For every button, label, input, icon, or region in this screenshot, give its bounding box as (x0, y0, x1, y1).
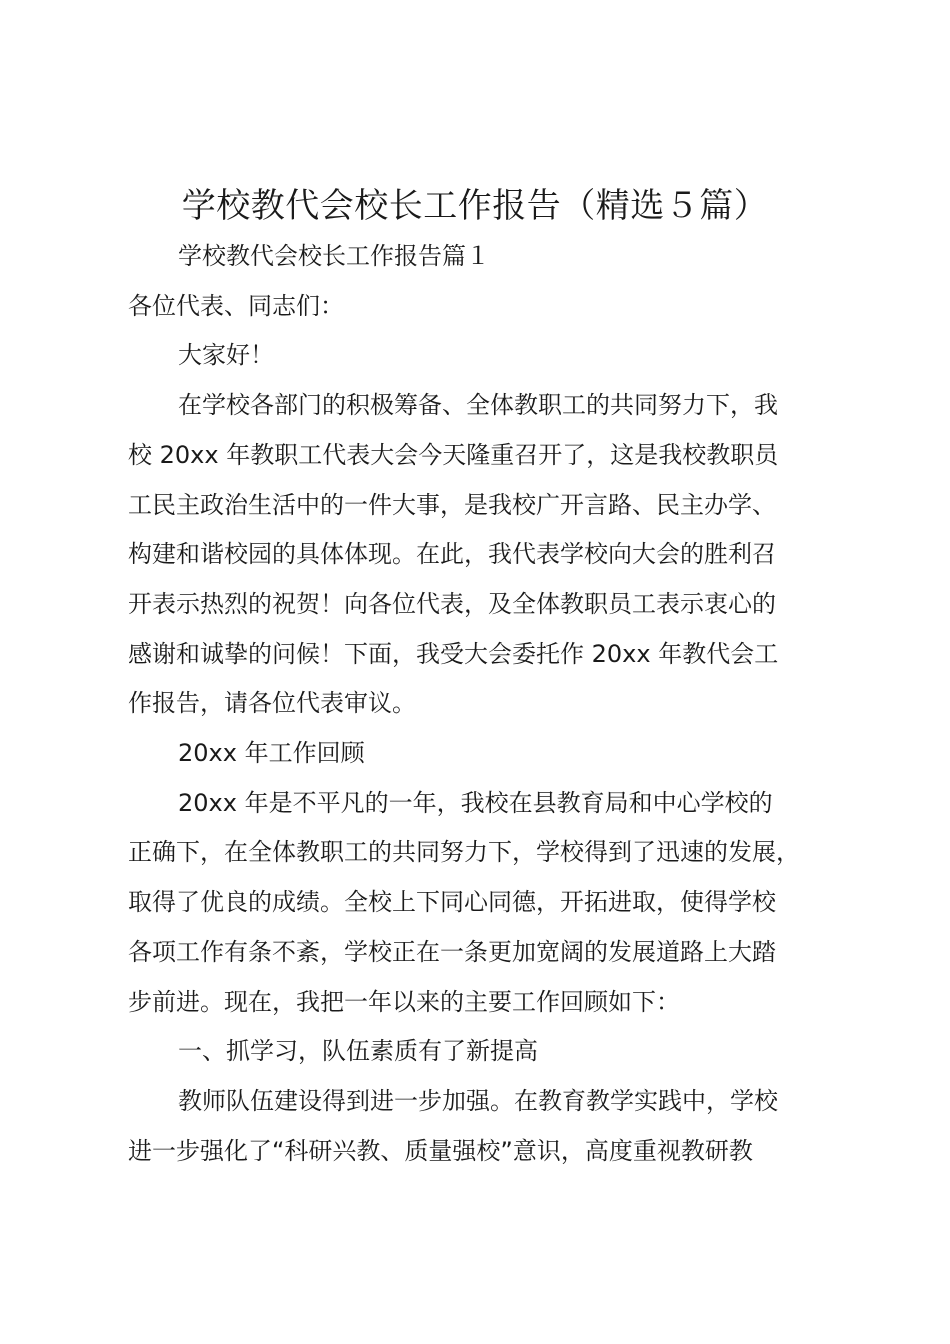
paragraph-line: 作报告，请各位代表审议。 (128, 689, 416, 718)
paragraph-line: 取得了优良的成绩。全校上下同心同德，开拓进取，使得学校 (128, 888, 776, 917)
paragraph-review (128, 779, 838, 1028)
paragraph-line: 20xx 年是不平凡的一年，我校在县教育局和中心学校的 (178, 788, 773, 817)
paragraph-line: 开表示热烈的祝贺！向各位代表，及全体教职员工表示衷心的 (128, 589, 776, 618)
greeting (128, 331, 838, 381)
document-body (128, 232, 838, 1176)
salutation-text: 各位代表、同志们： (128, 291, 344, 320)
paragraph-line: 工民主政治生活中的一件大事，是我校广开言路、民主办学、 (128, 490, 776, 519)
paragraph-teachers (128, 1077, 838, 1176)
paragraph-line: 各项工作有条不紊，学校正在一条更加宽阔的发展道路上大踏 (128, 937, 776, 966)
paragraph-opening (128, 381, 838, 729)
section-heading (128, 232, 838, 282)
paragraph-line: 步前进。现在，我把一年以来的主要工作回顾如下： (128, 987, 680, 1016)
paragraph-line: 感谢和诚挚的问候！下面，我受大会委托作 20xx 年教代会工 (128, 639, 779, 668)
subheading-study-text: 一、抓学习，队伍素质有了新提高 (178, 1037, 538, 1066)
paragraph-line: 构建和谐校园的具体体现。在此，我代表学校向大会的胜利召 (128, 540, 776, 569)
document-title: 学校教代会校长工作报告（精选５篇） (181, 186, 769, 226)
review-heading (128, 729, 838, 779)
greeting-text: 大家好！ (178, 341, 274, 370)
salutation (128, 282, 838, 332)
paragraph-line: 在学校各部门的积极筹备、全体教职工的共同努力下，我 (178, 391, 778, 420)
section-heading-text: 学校教代会校长工作报告篇１ (178, 242, 490, 270)
subheading-study (128, 1027, 838, 1077)
paragraph-line: 正确下，在全体教职工的共同努力下，学校得到了迅速的发展， (128, 838, 800, 867)
paragraph-line: 教师队伍建设得到进一步加强。在教育教学实践中，学校 (178, 1086, 778, 1115)
review-heading-text: 20xx 年工作回顾 (178, 739, 365, 768)
paragraph-line: 进一步强化了“科研兴教、质量强校”意识，高度重视教研教 (128, 1136, 753, 1165)
paragraph-line: 校 20xx 年教职工代表大会今天隆重召开了，这是我校教职员 (128, 440, 779, 469)
